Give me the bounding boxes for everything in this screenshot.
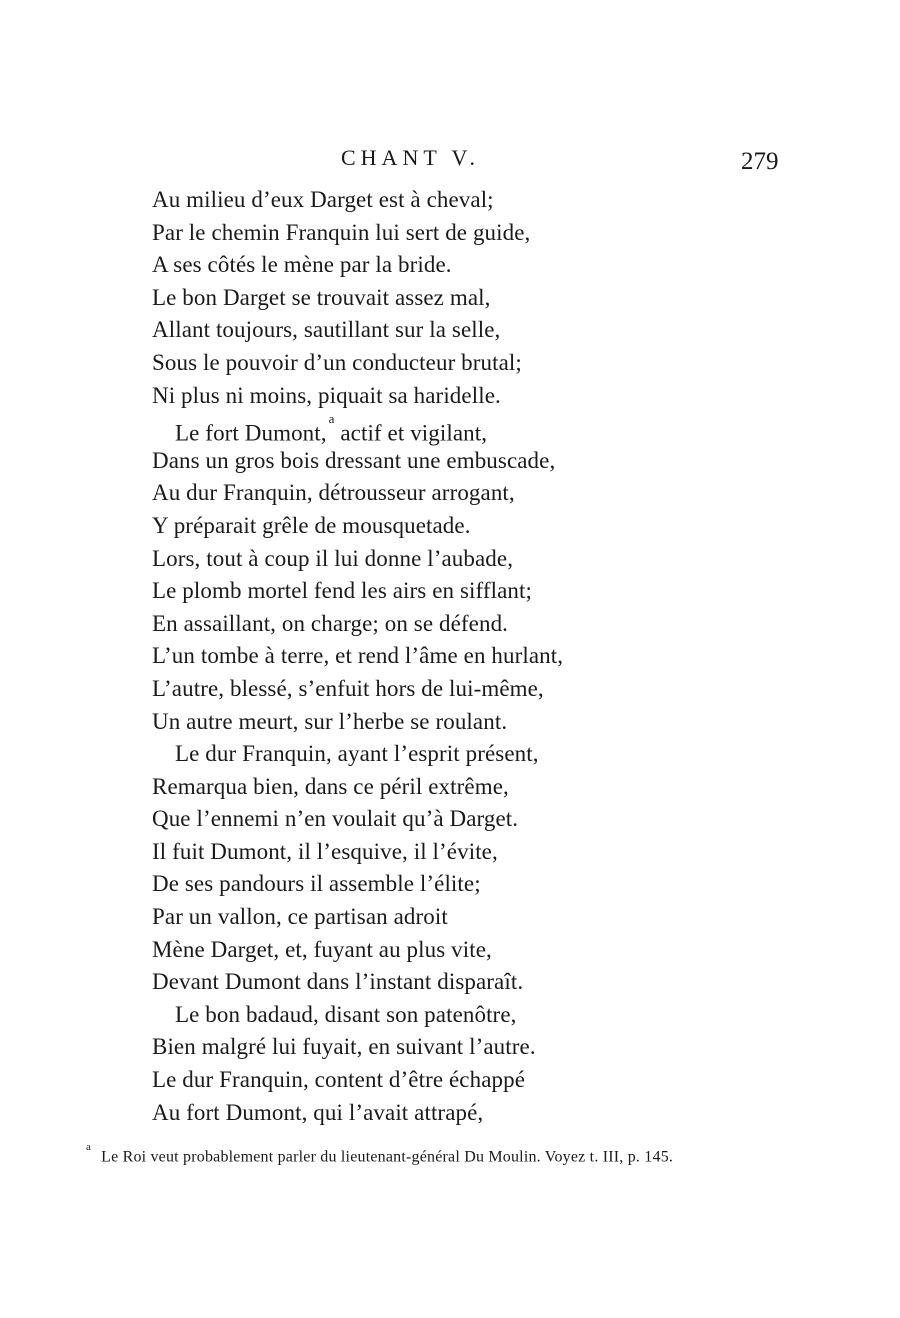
verse-line-19: Remarqua bien, dans ce péril extrême, <box>152 773 509 799</box>
verse-line-8 <box>152 412 772 445</box>
verse-line-24: Mène Darget, et, fuyant au plus vite, <box>152 936 492 962</box>
verse-line-12: Lors, tout à coup il lui donne l’aubade, <box>152 545 514 571</box>
verse-line-4: Le bon Darget se trouvait assez mal, <box>152 284 491 310</box>
verse-line-22: De ses pandours il assemble l’élite; <box>152 871 481 897</box>
verse-line-2: Par le chemin Franquin lui sert de guide, <box>152 219 531 245</box>
verse-line-8-end: actif et vigilant, <box>334 420 488 446</box>
verse-line-14: En assaillant, on charge; on se défend. <box>152 610 509 636</box>
page-number: 279 <box>741 148 779 175</box>
running-head <box>0 142 900 174</box>
verse-line-9: Dans un gros bois dressant une embuscade, <box>152 447 556 473</box>
verse-line-13: Le plomb mortel fend les airs en sifflant; <box>152 578 532 604</box>
verse-line-29: Au fort Dumont, qui l’avait attrapé, <box>152 1099 484 1125</box>
verse-line-16: L’autre, blessé, s’enfuit hors de lui-même, <box>152 675 544 701</box>
verse-line-21: Il fuit Dumont, il l’esquive, il l’évite, <box>152 838 498 864</box>
verse-line-5: Allant toujours, sautillant sur la selle, <box>152 317 501 343</box>
verse-line-3: A ses côtés le mène par la bride. <box>152 252 452 278</box>
verse-line-25: Devant Dumont dans l’instant disparaît. <box>152 969 524 995</box>
chapter-title: CHANT V. <box>341 145 481 170</box>
verse-line-1: Au milieu d’eux Darget est à cheval; <box>152 187 494 212</box>
poem-text <box>152 184 772 1129</box>
verse-line-17: Un autre meurt, sur l’herbe se roulant. <box>152 708 508 734</box>
verse-line-28: Le dur Franquin, content d’être échappé <box>152 1067 526 1093</box>
footnote-mark: a <box>86 1141 92 1153</box>
verse-line-26: Le bon badaud, disant son patenôtre, <box>175 1001 517 1027</box>
verse-line-8-start: Le fort Dumont, <box>175 420 327 446</box>
verse-line-18: Le dur Franquin, ayant l’esprit présent, <box>175 741 539 767</box>
footnote-reference: a <box>328 411 335 427</box>
verse-line-6: Sous le pouvoir d’un conducteur brutal; <box>152 349 522 375</box>
verse-line-10: Au dur Franquin, détrousseur arrogant, <box>152 480 515 506</box>
verse-line-11: Y préparait grêle de mousquetade. <box>152 512 471 538</box>
footnote-text: Le Roi veut probablement parler du lieutenant-général Du Moulin. Voyez t. III, p. 145. <box>101 1148 674 1166</box>
verse-line-27: Bien malgré lui fuyait, en suivant l’autre. <box>152 1034 536 1060</box>
verse-line-15: L’un tombe à terre, et rend l’âme en hurlant, <box>152 643 564 669</box>
verse-line-23: Par un vallon, ce partisan adroit <box>152 904 448 930</box>
verse-line-20: Que l’ennemi n’en voulait qu’à Darget. <box>152 806 519 832</box>
footnote <box>86 1141 806 1168</box>
verse-line-7: Ni plus ni moins, piquait sa haridelle. <box>152 382 501 408</box>
